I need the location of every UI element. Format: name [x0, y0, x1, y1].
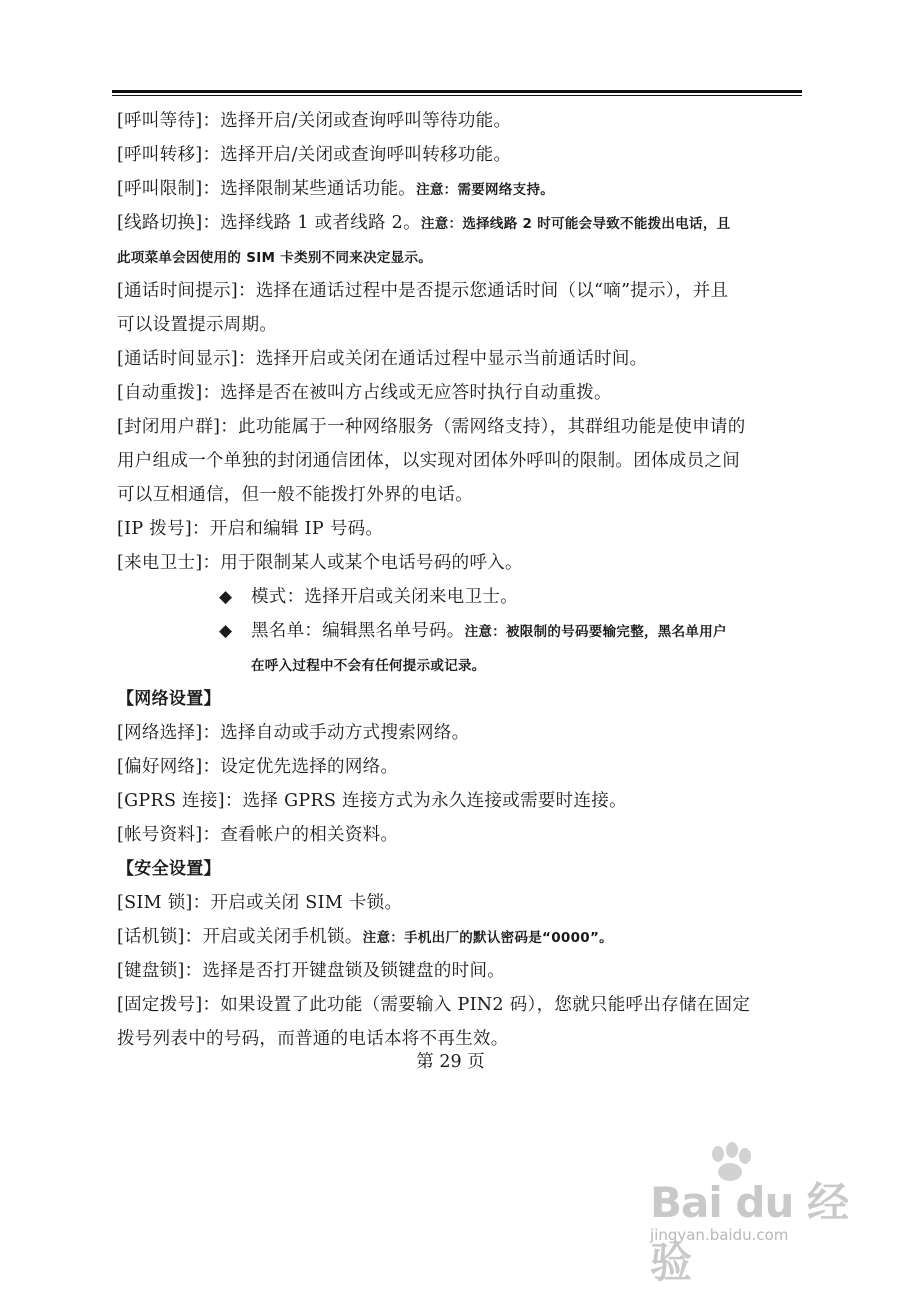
section-heading-security: 【安全设置】 [117, 859, 221, 879]
text-line: [键盘锁]：选择是否打开键盘锁及锁键盘的时间。 [117, 961, 506, 981]
header-rule [112, 90, 802, 93]
section-heading-network: 【网络设置】 [117, 689, 221, 709]
text-line [117, 240, 803, 274]
watermark-url: jingyan.baidu.com [650, 1226, 789, 1244]
text-line: [SIM 锁]：开启或关闭 SIM 卡锁。 [117, 893, 403, 913]
page-number: 第 29 页 [416, 1052, 485, 1072]
watermark-brand: Bai du 经验 [650, 1178, 848, 1287]
text-line: 可以设置提示周期。 [117, 315, 278, 335]
note-text: 注意：被限制的号码要输完整，黑名单用户 [464, 624, 727, 640]
diamond-bullet-icon: ◆ [219, 587, 233, 607]
text-line: [自动重拨]：选择是否在被叫方占线或无应答时执行自动重拨。 [117, 383, 612, 403]
page-content [117, 104, 803, 1056]
text-line: [偏好网络]：设定优先选择的网络。 [117, 757, 399, 777]
text-line: [线路切换]：选择线路 1 或者线路 2。注意：选择线路 2 时可能会导致不能拨出电话，且 [117, 213, 731, 233]
header-rule-thin [112, 95, 802, 96]
text-line: [呼叫限制]：选择限制某些通话功能。注意：需要网络支持。 [117, 179, 555, 199]
bullet-item: ◆ 黑名单：编辑黑名单号码。注意：被限制的号码要输完整，黑名单用户 [117, 614, 803, 648]
text-line: [固定拨号]：如果设置了此功能（需要输入 PIN2 码），您就只能呼出存储在固定 [117, 995, 751, 1015]
bullet-item: ◆ 模式：选择开启或关闭来电卫士。 [117, 580, 803, 614]
bullet-continuation [117, 648, 803, 682]
note-text: 此项菜单会因使用的 SIM 卡类别不同来决定显示。 [117, 250, 433, 266]
text-line: [来电卫士]：用于限制某人或某个电话号码的呼入。 [117, 553, 523, 573]
note-text: 注意：选择线路 2 时可能会导致不能拨出电话，且 [420, 216, 731, 232]
text-line: [呼叫转移]：选择开启/关闭或查询呼叫转移功能。 [117, 145, 512, 165]
note-text: 注意：需要网络支持。 [416, 182, 555, 198]
text-line: [呼叫等待]：选择开启/关闭或查询呼叫等待功能。 [117, 111, 512, 131]
text-line: [GPRS 连接]：选择 GPRS 连接方式为永久连接或需要时连接。 [117, 791, 627, 811]
text-line: [网络选择]：选择自动或手动方式搜索网络。 [117, 723, 470, 743]
text-line: [通话时间提示]：选择在通话过程中是否提示您通话时间（以“嘀”提示），并且 [117, 281, 729, 301]
baidu-jingyan-watermark [640, 1146, 880, 1287]
text-line: 可以互相通信，但一般不能拨打外界的电话。 [117, 485, 473, 505]
text-line: 拨号列表中的号码，而普通的电话本将不再生效。 [117, 1029, 509, 1049]
text-line: [封闭用户群]：此功能属于一种网络服务（需网络支持），其群组功能是使申请的 [117, 417, 746, 437]
text-line: [话机锁]：开启或关闭手机锁。注意：手机出厂的默认密码是“0000”。 [117, 927, 613, 947]
note-text: 在呼入过程中不会有任何提示或记录。 [251, 658, 486, 674]
text-line: [帐号资料]：查看帐户的相关资料。 [117, 825, 399, 845]
diamond-bullet-icon: ◆ [219, 621, 233, 641]
text-line: [IP 拨号]：开启和编辑 IP 号码。 [117, 519, 384, 539]
text-line: 用户组成一个单独的封闭通信团体，以实现对团体外呼叫的限制。团体成员之间 [117, 451, 740, 471]
note-text: 注意：手机出厂的默认密码是“0000”。 [362, 930, 613, 946]
text-line: [通话时间显示]：选择开启或关闭在通话过程中显示当前通话时间。 [117, 349, 648, 369]
